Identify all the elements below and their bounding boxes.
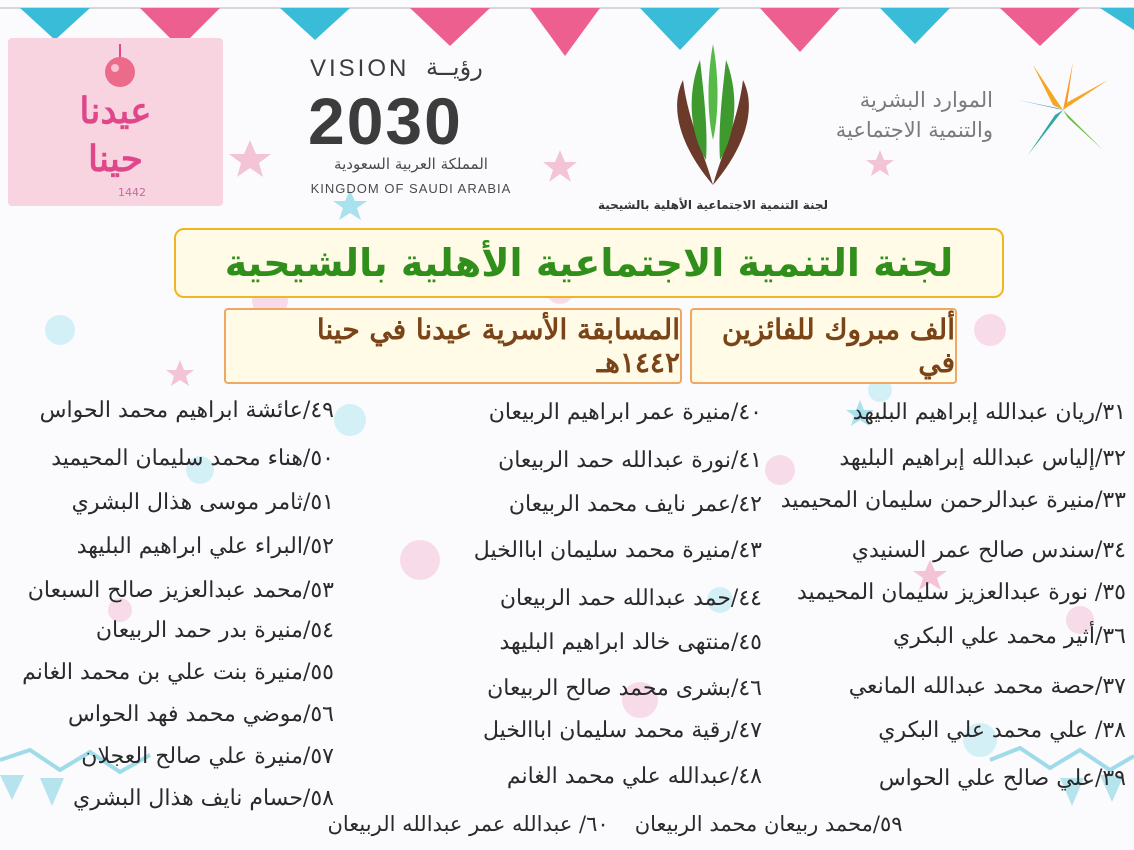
winner-60: ٦٠/ عبدالله عمر عبدالله الربيعان [327,812,609,836]
winner-59: ٥٩/محمد ربيعان محمد الربيعان [634,812,903,836]
committee-logo [588,40,838,220]
winner-31: ٣١/ريان عبدالله إبراهيم البليهد [852,400,1126,425]
balloon-icon [100,42,140,92]
winner-53: ٥٣/محمد عبدالعزيز صالح السبعان [27,578,334,603]
winner-50: ٥٠/هناء محمد سليمان المحيميد [51,446,334,471]
hr-line2: والتنمية الاجتماعية [835,118,993,142]
winner-56: ٥٦/موضي محمد فهد الحواس [67,702,334,727]
hr-ministry-logo [835,60,1113,160]
winner-41: ٤١/نورة عبدالله حمد الربيعان [498,448,762,473]
vision-2030-logo [306,55,521,205]
vision-country-en: KINGDOM OF SAUDI ARABIA [310,181,512,196]
winner-34: ٣٤/سندس صالح عمر السنيدي [851,538,1126,563]
winner-44: ٤٤/حمد عبدالله حمد الربيعان [499,586,762,611]
congrats-frame [690,308,957,384]
winner-51: ٥١/ثامر موسى هذال البشري [71,490,334,515]
winner-48: ٤٨/عبدالله علي محمد الغانم [506,764,762,789]
hr-line1: الموارد البشرية [859,88,993,112]
competition-frame [224,308,682,384]
winner-35: ٣٥/ نورة عبدالعزيز سليمان المحيميد [796,580,1126,605]
committee-caption: لجنة التنمية الاجتماعية الأهلية بالشيحية [597,198,829,212]
winner-54: ٥٤/منيرة بدر حمد الربيعان [95,618,334,643]
page-title: لجنة التنمية الاجتماعية الأهلية بالشيحية [224,241,954,285]
winner-38: ٣٨/ علي محمد علي البكري [878,718,1126,743]
eid-logo-line1: عيدنا [79,90,152,132]
vision-country-ar: المملكة العربية السعودية [334,155,488,173]
winner-37: ٣٧/حصة محمد عبدالله المانعي [848,674,1126,699]
winner-46: ٤٦/بشرى محمد صالح الربيعان [487,676,762,701]
star-mark-icon [1013,60,1113,160]
eid-logo [8,38,223,206]
winner-39: ٣٩/علي صالح علي الحواس [878,766,1126,791]
winner-33: ٣٣/منيرة عبدالرحمن سليمان المحيميد [780,488,1126,513]
congrats-text: ألف مبروك للفائزين في [721,313,955,379]
competition-text: المسابقة الأسرية عيدنا في حينا ١٤٤٢هـ [316,313,680,379]
vision-ar-label: رؤيــة [426,53,483,81]
winner-58: ٥٨/حسام نايف هذال البشري [73,786,334,811]
bottom-winners-line [320,812,910,836]
vision-number: 2030 [308,84,463,158]
winner-52: ٥٢/البراء علي ابراهيم البليهد [76,534,334,559]
winner-36: ٣٦/أثير محمد علي البكري [892,624,1126,649]
winner-40: ٤٠/منيرة عمر ابراهيم الربيعان [488,400,762,425]
eid-logo-year: 1442 [118,186,146,199]
eid-logo-line2: حينا [88,138,143,180]
winner-32: ٣٢/إلياس عبدالله إبراهيم البليهد [839,446,1126,471]
vision-en-label: VISION [310,55,410,82]
winner-42: ٤٢/عمر نايف محمد الربيعان [508,492,762,517]
title-frame [174,228,1004,298]
winner-47: ٤٧/رقية محمد سليمان اباالخيل [482,718,762,743]
winner-45: ٤٥/منتهى خالد ابراهيم البليهد [499,630,762,655]
winner-55: ٥٥/منيرة بنت علي بن محمد الغانم [22,660,334,685]
winner-49: ٤٩/عائشة ابراهيم محمد الحواس [39,398,334,423]
winner-43: ٤٣/منيرة محمد سليمان اباالخيل [473,538,762,563]
leaves-emblem-icon [588,40,838,190]
winner-57: ٥٧/منيرة علي صالح العجلان [81,744,334,769]
